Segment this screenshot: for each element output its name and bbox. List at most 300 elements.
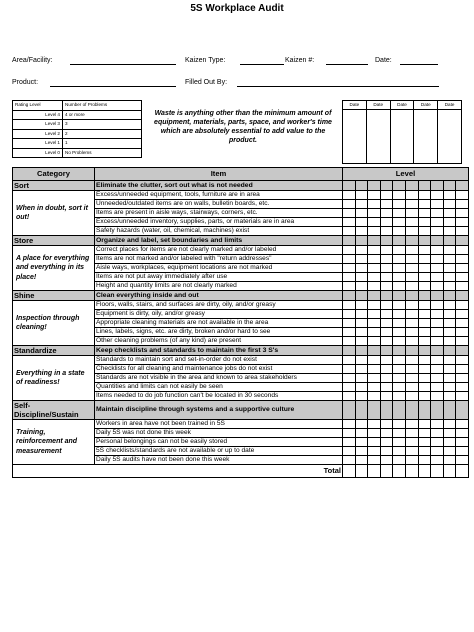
level-score-cell[interactable] xyxy=(431,420,444,429)
rating-count: 3 xyxy=(63,120,142,130)
level-score-cell[interactable] xyxy=(380,301,393,310)
level-score-cell[interactable] xyxy=(443,191,456,200)
section-level-cell xyxy=(343,401,356,420)
level-score-cell[interactable] xyxy=(431,255,444,264)
level-score-cell[interactable] xyxy=(368,319,381,328)
level-score-cell[interactable] xyxy=(380,310,393,319)
level-score-cell[interactable] xyxy=(380,383,393,392)
total-label: Total xyxy=(13,465,343,478)
level-score-cell[interactable] xyxy=(456,319,469,328)
level-score-cell[interactable] xyxy=(443,337,456,346)
audit-item-text: Excess/unneeded equipment, tools, furniture are in area xyxy=(95,191,343,200)
level-score-cell[interactable] xyxy=(418,282,431,291)
audit-item-text: 5S checklists/standards are not available or up to date xyxy=(95,447,343,456)
level-score-cell[interactable] xyxy=(456,374,469,383)
level-score-cell[interactable] xyxy=(418,264,431,273)
level-score-cell[interactable] xyxy=(393,310,406,319)
total-score-cell[interactable] xyxy=(368,465,381,478)
section-level-cell xyxy=(368,236,381,246)
level-score-cell[interactable] xyxy=(431,319,444,328)
total-score-cell[interactable] xyxy=(380,465,393,478)
level-score-cell[interactable] xyxy=(443,264,456,273)
level-score-cell[interactable] xyxy=(443,255,456,264)
level-score-cell[interactable] xyxy=(443,392,456,401)
level-score-cell[interactable] xyxy=(343,301,356,310)
level-score-cell[interactable] xyxy=(393,456,406,465)
level-score-cell[interactable] xyxy=(418,365,431,374)
level-score-cell[interactable] xyxy=(368,246,381,255)
total-score-cell[interactable] xyxy=(355,465,368,478)
level-score-cell[interactable] xyxy=(431,282,444,291)
level-score-cell[interactable] xyxy=(368,264,381,273)
level-score-cell[interactable] xyxy=(355,374,368,383)
level-score-cell[interactable] xyxy=(431,456,444,465)
rating-count: 4 or more xyxy=(63,110,142,120)
level-score-cell[interactable] xyxy=(456,209,469,218)
level-score-cell[interactable] xyxy=(405,200,418,209)
level-score-cell[interactable] xyxy=(443,273,456,282)
level-score-cell[interactable] xyxy=(456,337,469,346)
level-score-cell[interactable] xyxy=(343,328,356,337)
audit-item-text: Items are not marked and/or labeled with "return addresses" xyxy=(95,255,343,264)
level-score-cell[interactable] xyxy=(393,356,406,365)
level-score-cell[interactable] xyxy=(456,310,469,319)
level-score-cell[interactable] xyxy=(418,255,431,264)
date-entry-cell[interactable] xyxy=(438,110,462,164)
level-score-cell[interactable] xyxy=(393,447,406,456)
level-score-cell[interactable] xyxy=(443,227,456,236)
level-score-cell[interactable] xyxy=(380,365,393,374)
level-score-cell[interactable] xyxy=(380,438,393,447)
section-level-cell xyxy=(418,401,431,420)
level-score-cell[interactable] xyxy=(343,429,356,438)
level-score-cell[interactable] xyxy=(393,438,406,447)
level-score-cell[interactable] xyxy=(405,365,418,374)
level-score-cell[interactable] xyxy=(355,447,368,456)
level-score-cell[interactable] xyxy=(405,328,418,337)
level-score-cell[interactable] xyxy=(418,456,431,465)
level-score-cell[interactable] xyxy=(405,420,418,429)
level-score-cell[interactable] xyxy=(418,374,431,383)
level-score-cell[interactable] xyxy=(405,319,418,328)
section-level-cell xyxy=(368,401,381,420)
level-score-cell[interactable] xyxy=(456,255,469,264)
total-score-cell[interactable] xyxy=(343,465,356,478)
level-score-cell[interactable] xyxy=(368,337,381,346)
level-score-cell[interactable] xyxy=(393,301,406,310)
level-score-cell[interactable] xyxy=(443,438,456,447)
level-score-cell[interactable] xyxy=(456,282,469,291)
total-score-cell[interactable] xyxy=(393,465,406,478)
level-score-cell[interactable] xyxy=(355,282,368,291)
level-score-cell[interactable] xyxy=(368,392,381,401)
level-score-cell[interactable] xyxy=(418,337,431,346)
level-score-cell[interactable] xyxy=(405,429,418,438)
level-score-cell[interactable] xyxy=(443,282,456,291)
level-score-cell[interactable] xyxy=(431,209,444,218)
level-score-cell[interactable] xyxy=(431,301,444,310)
level-score-cell[interactable] xyxy=(393,218,406,227)
level-score-cell[interactable] xyxy=(355,273,368,282)
level-score-cell[interactable] xyxy=(405,301,418,310)
level-score-cell[interactable] xyxy=(431,383,444,392)
level-score-cell[interactable] xyxy=(380,227,393,236)
level-score-cell[interactable] xyxy=(343,282,356,291)
level-score-cell[interactable] xyxy=(343,191,356,200)
level-score-cell[interactable] xyxy=(368,310,381,319)
level-score-cell[interactable] xyxy=(368,438,381,447)
level-score-cell[interactable] xyxy=(393,264,406,273)
level-score-cell[interactable] xyxy=(431,328,444,337)
level-score-cell[interactable] xyxy=(380,246,393,255)
level-score-cell[interactable] xyxy=(380,447,393,456)
section-level-cell xyxy=(380,291,393,301)
level-score-cell[interactable] xyxy=(343,365,356,374)
level-score-cell[interactable] xyxy=(393,273,406,282)
level-score-cell[interactable] xyxy=(380,374,393,383)
level-score-cell[interactable] xyxy=(443,383,456,392)
level-score-cell[interactable] xyxy=(355,365,368,374)
level-score-cell[interactable] xyxy=(456,392,469,401)
date-column-header: Date xyxy=(414,101,438,110)
level-score-cell[interactable] xyxy=(418,246,431,255)
level-score-cell[interactable] xyxy=(405,383,418,392)
level-score-cell[interactable] xyxy=(343,319,356,328)
kaizen-type-field[interactable] xyxy=(240,64,284,65)
level-score-cell[interactable] xyxy=(355,319,368,328)
level-score-cell[interactable] xyxy=(431,392,444,401)
level-score-cell[interactable] xyxy=(443,365,456,374)
level-score-cell[interactable] xyxy=(380,264,393,273)
level-score-cell[interactable] xyxy=(380,420,393,429)
section-header-row xyxy=(13,401,469,420)
level-score-cell[interactable] xyxy=(355,392,368,401)
level-score-cell[interactable] xyxy=(456,438,469,447)
level-score-cell[interactable] xyxy=(443,246,456,255)
level-score-cell[interactable] xyxy=(343,392,356,401)
level-score-cell[interactable] xyxy=(380,282,393,291)
level-score-cell[interactable] xyxy=(355,227,368,236)
level-score-cell[interactable] xyxy=(355,255,368,264)
level-score-cell[interactable] xyxy=(443,301,456,310)
level-score-cell[interactable] xyxy=(456,420,469,429)
level-score-cell[interactable] xyxy=(368,420,381,429)
level-score-cell[interactable] xyxy=(431,264,444,273)
level-score-cell[interactable] xyxy=(443,447,456,456)
level-score-cell[interactable] xyxy=(355,200,368,209)
level-score-cell[interactable] xyxy=(456,365,469,374)
level-score-cell[interactable] xyxy=(405,392,418,401)
level-score-cell[interactable] xyxy=(405,191,418,200)
level-score-cell[interactable] xyxy=(355,429,368,438)
level-score-cell[interactable] xyxy=(393,246,406,255)
filled-out-by-label: Filled Out By: xyxy=(185,79,228,86)
level-score-cell[interactable] xyxy=(405,438,418,447)
level-score-cell[interactable] xyxy=(418,447,431,456)
level-score-cell[interactable] xyxy=(456,218,469,227)
level-score-cell[interactable] xyxy=(443,200,456,209)
level-score-cell[interactable] xyxy=(456,383,469,392)
rating-level: Level 4 xyxy=(13,110,63,120)
level-score-cell[interactable] xyxy=(355,218,368,227)
area-field[interactable] xyxy=(70,64,176,65)
level-score-cell[interactable] xyxy=(343,374,356,383)
level-score-cell[interactable] xyxy=(393,420,406,429)
level-score-cell[interactable] xyxy=(368,456,381,465)
level-score-cell[interactable] xyxy=(443,420,456,429)
level-score-cell[interactable] xyxy=(368,301,381,310)
section-level-cell xyxy=(355,401,368,420)
level-score-cell[interactable] xyxy=(418,429,431,438)
section-description: Clean everything inside and out xyxy=(95,291,343,301)
level-score-cell[interactable] xyxy=(418,438,431,447)
level-score-cell[interactable] xyxy=(368,255,381,264)
level-score-cell[interactable] xyxy=(380,200,393,209)
level-score-cell[interactable] xyxy=(355,246,368,255)
kaizen-number-field[interactable] xyxy=(326,64,368,65)
audit-item-text: Items are not put away immediately after use xyxy=(95,273,343,282)
level-score-cell[interactable] xyxy=(368,356,381,365)
level-score-cell[interactable] xyxy=(343,255,356,264)
level-score-cell[interactable] xyxy=(431,429,444,438)
level-score-cell[interactable] xyxy=(418,191,431,200)
audit-item-text: Standards are not visible in the area and known to area stakeholders xyxy=(95,374,343,383)
level-score-cell[interactable] xyxy=(431,438,444,447)
level-score-cell[interactable] xyxy=(418,310,431,319)
level-score-cell[interactable] xyxy=(393,365,406,374)
level-score-cell[interactable] xyxy=(431,191,444,200)
level-score-cell[interactable] xyxy=(418,227,431,236)
level-score-cell[interactable] xyxy=(456,356,469,365)
level-score-cell[interactable] xyxy=(343,456,356,465)
level-score-cell[interactable] xyxy=(368,191,381,200)
level-score-cell[interactable] xyxy=(368,227,381,236)
level-score-cell[interactable] xyxy=(380,273,393,282)
level-score-cell[interactable] xyxy=(343,356,356,365)
level-score-cell[interactable] xyxy=(380,356,393,365)
level-score-cell[interactable] xyxy=(393,392,406,401)
level-score-cell[interactable] xyxy=(343,447,356,456)
level-score-cell[interactable] xyxy=(431,365,444,374)
total-score-cell[interactable] xyxy=(431,465,444,478)
level-score-cell[interactable] xyxy=(368,429,381,438)
level-score-cell[interactable] xyxy=(393,383,406,392)
level-score-cell[interactable] xyxy=(405,273,418,282)
total-score-cell[interactable] xyxy=(418,465,431,478)
level-score-cell[interactable] xyxy=(393,429,406,438)
section-level-cell xyxy=(368,346,381,356)
level-score-cell[interactable] xyxy=(380,328,393,337)
level-score-cell[interactable] xyxy=(418,273,431,282)
level-score-cell[interactable] xyxy=(443,429,456,438)
level-score-cell[interactable] xyxy=(368,218,381,227)
level-score-cell[interactable] xyxy=(418,383,431,392)
level-score-cell[interactable] xyxy=(443,456,456,465)
level-score-cell[interactable] xyxy=(393,191,406,200)
level-score-cell[interactable] xyxy=(456,447,469,456)
category-note: Inspection through cleaning! xyxy=(13,301,95,346)
level-score-cell[interactable] xyxy=(431,374,444,383)
level-score-cell[interactable] xyxy=(431,227,444,236)
level-score-cell[interactable] xyxy=(456,264,469,273)
date-entry-cell[interactable] xyxy=(343,110,367,164)
audit-item-text: Floors, walls, stairs, and surfaces are dirty, oily, and/or greasy xyxy=(95,301,343,310)
level-score-cell[interactable] xyxy=(393,200,406,209)
level-score-cell[interactable] xyxy=(343,337,356,346)
level-score-cell[interactable] xyxy=(343,383,356,392)
level-score-cell[interactable] xyxy=(393,227,406,236)
audit-item-text: Correct places for items are not clearly marked and/or labeled xyxy=(95,246,343,255)
level-score-cell[interactable] xyxy=(368,383,381,392)
level-score-cell[interactable] xyxy=(456,227,469,236)
level-score-cell[interactable] xyxy=(368,209,381,218)
level-score-cell[interactable] xyxy=(368,328,381,337)
level-score-cell[interactable] xyxy=(431,310,444,319)
level-score-cell[interactable] xyxy=(418,218,431,227)
level-score-cell[interactable] xyxy=(443,374,456,383)
level-score-cell[interactable] xyxy=(405,218,418,227)
level-score-cell[interactable] xyxy=(405,456,418,465)
level-score-cell[interactable] xyxy=(343,246,356,255)
level-score-cell[interactable] xyxy=(405,255,418,264)
level-score-cell[interactable] xyxy=(431,246,444,255)
level-score-cell[interactable] xyxy=(343,273,356,282)
level-score-cell[interactable] xyxy=(443,319,456,328)
total-score-cell[interactable] xyxy=(405,465,418,478)
level-score-cell[interactable] xyxy=(405,337,418,346)
level-score-cell[interactable] xyxy=(456,328,469,337)
category-note: Everything in a state of readiness! xyxy=(13,356,95,401)
level-score-cell[interactable] xyxy=(355,420,368,429)
level-score-cell[interactable] xyxy=(418,328,431,337)
level-score-cell[interactable] xyxy=(405,264,418,273)
section-level-cell xyxy=(418,181,431,191)
level-score-cell[interactable] xyxy=(431,273,444,282)
level-score-cell[interactable] xyxy=(368,447,381,456)
level-score-cell[interactable] xyxy=(380,255,393,264)
level-score-cell[interactable] xyxy=(355,310,368,319)
date-field[interactable] xyxy=(400,64,438,65)
level-score-cell[interactable] xyxy=(368,273,381,282)
level-score-cell[interactable] xyxy=(431,337,444,346)
level-score-cell[interactable] xyxy=(418,209,431,218)
level-score-cell[interactable] xyxy=(355,383,368,392)
level-score-cell[interactable] xyxy=(405,356,418,365)
level-score-cell[interactable] xyxy=(418,200,431,209)
level-score-cell[interactable] xyxy=(405,447,418,456)
level-score-cell[interactable] xyxy=(355,209,368,218)
level-score-cell[interactable] xyxy=(418,356,431,365)
level-score-cell[interactable] xyxy=(456,191,469,200)
level-score-cell[interactable] xyxy=(456,200,469,209)
level-score-cell[interactable] xyxy=(393,319,406,328)
level-score-cell[interactable] xyxy=(343,264,356,273)
level-score-cell[interactable] xyxy=(405,246,418,255)
level-score-cell[interactable] xyxy=(418,420,431,429)
level-score-cell[interactable] xyxy=(368,365,381,374)
level-score-cell[interactable] xyxy=(355,356,368,365)
level-score-cell[interactable] xyxy=(456,246,469,255)
level-score-cell[interactable] xyxy=(431,356,444,365)
level-score-cell[interactable] xyxy=(343,438,356,447)
level-score-cell[interactable] xyxy=(380,392,393,401)
level-score-cell[interactable] xyxy=(380,456,393,465)
level-score-cell[interactable] xyxy=(355,456,368,465)
level-score-cell[interactable] xyxy=(343,200,356,209)
section-description: Keep checklists and standards to maintain the first 3 S's xyxy=(95,346,343,356)
level-score-cell[interactable] xyxy=(431,218,444,227)
level-score-cell[interactable] xyxy=(418,319,431,328)
level-score-cell[interactable] xyxy=(343,209,356,218)
level-score-cell[interactable] xyxy=(431,447,444,456)
level-score-cell[interactable] xyxy=(405,209,418,218)
level-score-cell[interactable] xyxy=(355,301,368,310)
level-score-cell[interactable] xyxy=(380,218,393,227)
level-score-cell[interactable] xyxy=(355,438,368,447)
level-score-cell[interactable] xyxy=(456,456,469,465)
level-score-cell[interactable] xyxy=(380,337,393,346)
level-score-cell[interactable] xyxy=(405,310,418,319)
level-score-cell[interactable] xyxy=(355,191,368,200)
level-score-cell[interactable] xyxy=(393,337,406,346)
date-entry-cell[interactable] xyxy=(366,110,390,164)
level-score-cell[interactable] xyxy=(443,218,456,227)
level-score-cell[interactable] xyxy=(368,374,381,383)
level-score-cell[interactable] xyxy=(355,328,368,337)
level-score-cell[interactable] xyxy=(343,420,356,429)
date-entry-cell[interactable] xyxy=(414,110,438,164)
level-score-cell[interactable] xyxy=(343,218,356,227)
level-score-cell[interactable] xyxy=(456,301,469,310)
level-score-cell[interactable] xyxy=(343,310,356,319)
level-score-cell[interactable] xyxy=(393,255,406,264)
level-score-cell[interactable] xyxy=(343,227,356,236)
date-entry-cell[interactable] xyxy=(390,110,414,164)
level-score-cell[interactable] xyxy=(393,282,406,291)
level-score-cell[interactable] xyxy=(380,319,393,328)
total-score-cell[interactable] xyxy=(443,465,456,478)
audit-item-text: Daily 5S audits have not been done this week xyxy=(95,456,343,465)
level-score-cell[interactable] xyxy=(393,328,406,337)
level-score-cell[interactable] xyxy=(405,374,418,383)
product-field[interactable] xyxy=(50,86,176,87)
level-score-cell[interactable] xyxy=(405,227,418,236)
level-score-cell[interactable] xyxy=(368,200,381,209)
level-score-cell[interactable] xyxy=(456,429,469,438)
level-score-cell[interactable] xyxy=(393,374,406,383)
level-score-cell[interactable] xyxy=(443,328,456,337)
level-score-cell[interactable] xyxy=(405,282,418,291)
level-score-cell[interactable] xyxy=(355,337,368,346)
level-score-cell[interactable] xyxy=(431,200,444,209)
level-score-cell[interactable] xyxy=(380,191,393,200)
level-score-cell[interactable] xyxy=(368,282,381,291)
total-score-cell[interactable] xyxy=(456,465,469,478)
level-score-cell[interactable] xyxy=(443,356,456,365)
level-score-cell[interactable] xyxy=(380,209,393,218)
level-score-cell[interactable] xyxy=(443,209,456,218)
level-score-cell[interactable] xyxy=(443,310,456,319)
level-score-cell[interactable] xyxy=(355,264,368,273)
level-score-cell[interactable] xyxy=(380,429,393,438)
audit-item-text: Safety hazards (water, oil, chemical, machines) exist xyxy=(95,227,343,236)
level-score-cell[interactable] xyxy=(418,301,431,310)
filled-out-by-field[interactable] xyxy=(237,86,439,87)
level-score-cell[interactable] xyxy=(393,209,406,218)
level-score-cell[interactable] xyxy=(418,392,431,401)
section-level-cell xyxy=(393,401,406,420)
level-score-cell[interactable] xyxy=(456,273,469,282)
